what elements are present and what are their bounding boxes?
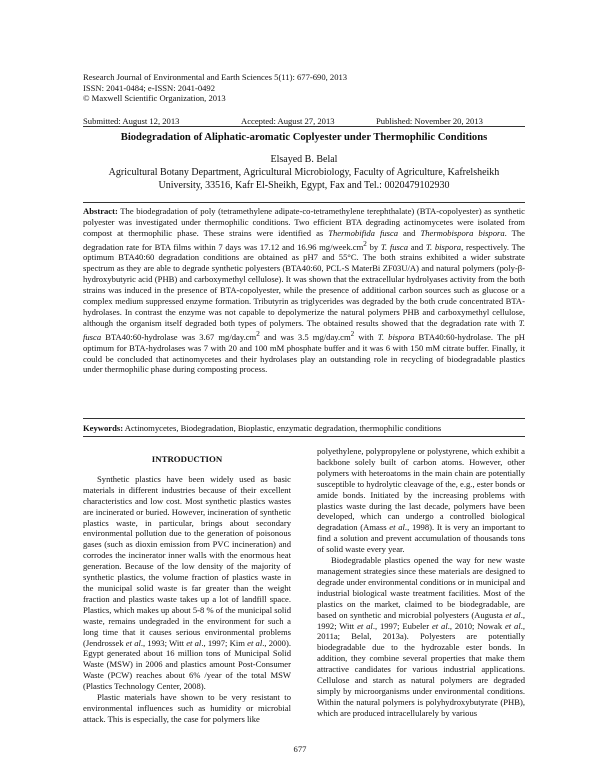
published-date: Published: November 20, 2013	[376, 116, 483, 126]
paragraph-text: ., 1997; Eubeler	[372, 620, 432, 631]
paragraph-continued	[317, 446, 525, 555]
author-affiliation	[83, 167, 525, 192]
paragraph-text: ., 2010; Nowak	[447, 620, 505, 631]
article-author: Elsayed B. Belal	[270, 154, 338, 165]
superscript: 2	[350, 329, 355, 338]
right-column	[317, 446, 525, 719]
journal-issn: ISSN: 2041-0484; e-ISSN: 2041-0492	[83, 82, 216, 93]
article-title: Biodegradation of Aliphatic-aromatic Coplyester under Thermophilic Conditions	[120, 132, 488, 143]
superscript: 2	[363, 239, 367, 248]
keywords-rule	[83, 436, 525, 437]
abstract-text: , respectively. The optimum BTA40:60 degradation conditions are obtained as pH7 and 55°C. The both strains exhibited a wider substrate spectrum as they are able to degrade synthetic polyesters (BTA40:60, PCL-S MaterBi ZF03U/A) and natural polymers (poly-β-hydroxybutyric acid (PHB) and carboxymethyl cellulose). It was shown that the extracellular hydrolyases activity from the both strains was induced in the presence of BTA-copolyester, while the presence of additional carbon sources such as glucose or a complex medium suppressed enzyme formation. Tributyrin as triglycerides was degraded by the both crude concentrated BTA-hydrolases. In contrast the enzyme was not capable to depolymerize the natural polymers PHB and carboxymethyl cellulose, although the organism itself degraded both types of polymers. The obtained results showed that the degradation rate with	[83, 241, 525, 328]
keywords-text: Actinomycetes, Biodegradation, Bioplastic, enzymatic degradation, thermophilic conditions	[123, 423, 442, 433]
journal-header	[83, 72, 523, 104]
abstract-text: with	[354, 331, 378, 342]
species-name: Thermobispora bispora	[420, 227, 505, 238]
paragraph	[83, 474, 291, 692]
paragraph-text: ., 1997; Kim	[201, 637, 248, 648]
citation-etal: et al	[357, 620, 373, 631]
species-name: T. fusca	[380, 241, 409, 252]
abstract-text: and	[398, 227, 421, 238]
abstract-text: by	[366, 241, 381, 252]
abstract-text: and was 3.5 mg/day.cm	[259, 331, 351, 342]
keywords	[83, 423, 525, 433]
species-name: T. bispora	[425, 241, 462, 252]
paragraph-text: polyethylene, polypropylene or polystyrene, which exhibit a backbone solely built of carbon atoms. However, other polymers with heteroatoms in the main chain are potentially susceptible to hydrolytic cleavage of the, e.g., ester bonds or amide bonds. Initiated by the increasing problems with plastics waste during the last decade, polymers have been developed, which can undergo a controlled biological degradation (Amass	[317, 446, 525, 533]
paragraph-text: ., 2000). Egypt generated about 16 million tons of Municipal Solid Waste (MSW) in 2006 and plastics amount Post-Consumer Waste (PCW) reaches about 6% /year of the total MSW (Plastics Technology Center, 2008).	[83, 637, 291, 692]
paragraph-text: ., 1993; Witt	[140, 637, 187, 648]
citation-etal: et al	[186, 637, 202, 648]
abstract	[83, 206, 525, 375]
abstract-label: Abstract:	[83, 206, 118, 216]
citation-etal: et al	[389, 522, 405, 533]
paragraph-text: ., 1992; Witt	[317, 609, 525, 631]
abstract-text: . The degradation rate for BTA films within 7 days was 17.12 and 16.96 mg/week.cm	[83, 227, 525, 252]
journal-copyright: © Maxwell Scientific Organization, 2013	[83, 93, 226, 104]
accepted-date: Accepted: August 27, 2013	[241, 116, 335, 126]
species-name: T. fusca	[83, 317, 525, 342]
keywords-label: Keywords:	[83, 423, 124, 433]
page-number: 677	[293, 744, 307, 754]
paragraph-text: Biodegradable plastics opened the way for new waste management strategies since these materials are designed to degrade under environmental conditions or in municipal and industrial biological waste treatment facilities. Most of the plastics on the market, claimed to be biodegradable, are based on synthetic and microbial polyesters (Augusta	[317, 555, 525, 620]
abstract-text: BTA40:60-hydrolase was 3.67 mg/day.cm	[101, 331, 257, 342]
affiliation-line-1: Agricultural Botany Department, Agricultural Microbiology, Faculty of Agriculture, Kafrelsheikh	[108, 167, 500, 178]
journal-citation: Research Journal of Environmental and Earth Sciences 5(11): 677-690, 2013	[83, 72, 348, 82]
citation-etal: et al	[504, 620, 521, 631]
paragraph-text: ., 2011a; Belal, 2013a). Polyesters are potentially biodegradable due to the hydrozable ester bonds. In addition, they combine several properties that make them attractive candidates for various industrial applications. Cellulose and starch as natural polymers are degraded simply by microorganisms under environmental conditions. Within the natural polymers is polyhydroxybutyrate (PHB), which are produced intracellularely by various	[317, 620, 526, 718]
paragraph-text: Synthetic plastics have been widely used as basic materials in different industries because of their excellent characteristics and low cost. Most synthetic plastics wastes are incinerated or buried. However, incineration of synthetic plastics waste, in particular, brings about secondary environmental pollution due to the generation of poisonous gases (such as dioxin emission from PVC incineration) and corrodes the incinerator inner walls with the enormous heat generation. Because of the low density of the majority of synthetic plastics, the volume fraction of plastics waste in the municipal solid waste is far greater than the weight fraction and plastics waste takes up a lot of landfill space. Plastics, which makes up about 5-8 % of the municipal solid waste, remains undegraded in the environment for such a long time that it causes serious environmental problems (Jendrossek	[83, 473, 291, 648]
left-column	[83, 446, 291, 725]
species-name: Thermobifida fusca	[328, 227, 399, 238]
abstract-text: The biodegradation of poly (tetramethylene adipate-co-tetramethylene terephthalate) (BTA-copolyester) as synthetic polyester was investigated under thermophilic conditions. Two efficient BTA degrading actinomycetes were isolated from compost at thermophilic phase. These strains were identified as	[83, 206, 525, 238]
citation-etal: et al	[125, 637, 141, 648]
species-name: T. bispora	[377, 331, 415, 342]
abstract-text: BTA40:60-hydrolase. The pH optimum for BTA-hydrolases was 7 with 20 and 100 mM phosphate buffer and it was 6 with 150 mM citrate buffer. Finally, it could be concluded that actinomycetes and their hydrolases play an outstanding role in recycling of biodegradable plastics under thermophilic phase during composting process.	[83, 331, 525, 375]
superscript: 2	[256, 329, 260, 338]
paragraph	[317, 555, 525, 719]
affiliation-line-2: University, 33516, Kafr El-Sheikh, Egypt, Fax and Tel.: 0020479102930	[158, 179, 450, 191]
abstract-top-rule	[83, 202, 525, 203]
paragraph: Plastic materials have shown to be very resistant to environmental influences such as humidity or microbial attack. This is especially, the case for polymers like	[83, 692, 291, 724]
citation-etal: et al	[431, 620, 448, 631]
paragraph-text: ., 1998). It is very an important to find a solution and prevent accumulation of thousands tons of solid waste every year.	[317, 522, 525, 555]
introduction-heading: INTRODUCTION	[151, 454, 223, 464]
abstract-bottom-rule	[83, 418, 525, 419]
submitted-date: Submitted: August 12, 2013	[83, 116, 180, 126]
header-rule	[83, 126, 525, 127]
citation-etal: et al	[505, 609, 521, 620]
citation-etal: et al	[247, 637, 263, 648]
abstract-text: and	[408, 241, 426, 252]
